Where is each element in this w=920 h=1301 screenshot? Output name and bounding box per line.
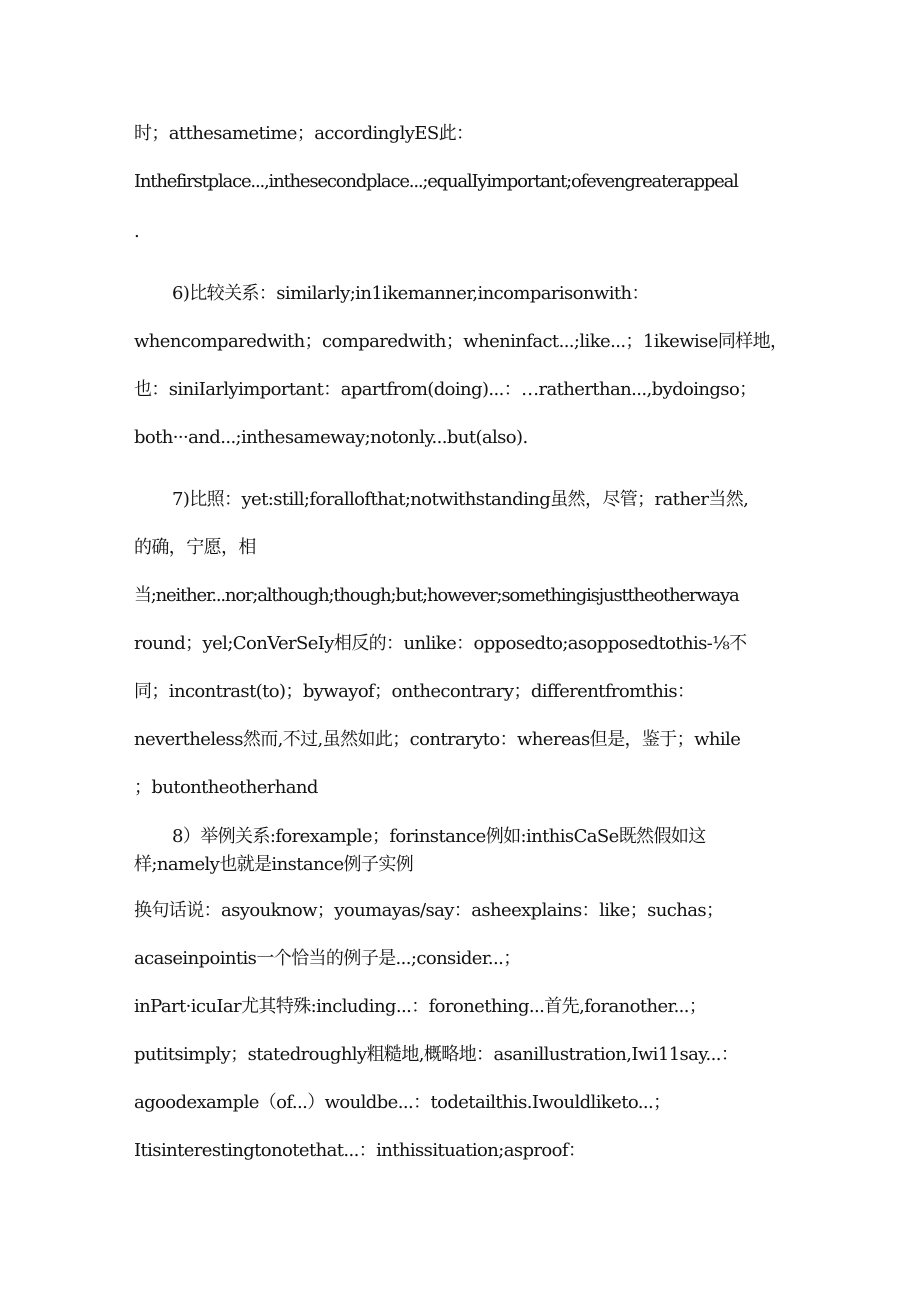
intro-line-3: . [134, 221, 140, 242]
section-8-line-6: agoodexample（of...）wouldbe...：todetailthis.Iwouldliketo...； [134, 1092, 671, 1113]
section-6-heading: 6)比较关系：similarly;in1ikemanner,incomparisonwith： [172, 283, 649, 304]
section-7-line-1: 的确，宁愿，相 [134, 537, 256, 558]
section-8-heading: 8）举例关系:forexample；forinstance例如:inthisCaSe既然假如这 [172, 826, 706, 847]
section-8-line-2: 换句话说：asyouknow；youmayas/say：asheexplains：like；suchas； [134, 900, 724, 921]
section-6-line-1: whencomparedwith；comparedwith；wheninfact...;like...；1ikewise同样地， [134, 331, 788, 352]
section-8-line-3: acaseinpointis一个恰当的例子是...;consider...； [134, 948, 521, 969]
section-7-line-6: ；butontheotherhand [134, 777, 318, 798]
intro-line-1: 时；atthesametime；accordinglyES此： [134, 123, 474, 144]
section-7-line-5: nevertheless然而,不过,虽然如此；contraryto：whereas但是，鉴于；while [134, 729, 741, 750]
section-7-line-4: 同；incontrast(to)；bywayof；onthecontrary；differentfromthis： [134, 681, 695, 702]
section-6-line-3: both···and...;inthesameway;notonly...but(also). [134, 427, 528, 448]
section-6-line-2: 也：siniIarlyimportant：apartfrom(doing)...：…ratherthan...,bydoingso； [134, 379, 757, 400]
section-7-line-2: 当;neither...nor;although;though;but;however;somethingisjusttheotherwaya [134, 585, 739, 606]
section-8-line-7: Itisinterestingtonotethat...：inthissituation;asproof： [134, 1140, 586, 1161]
section-7-heading: 7)比照：yet:still;forallofthat;notwithstanding虽然，尽管；rather当然, [172, 489, 749, 510]
intro-line-2: Inthefirstplace...,inthesecondplace...;equalIyimportant;ofevengreaterappeal [134, 171, 738, 192]
section-8-line-5: putitsimply；statedroughly粗糙地,概略地：asanillustration,Iwi11say...： [134, 1044, 739, 1065]
section-7-line-3: round；yel;ConVerSeIy相反的：unlike：opposedto;asopposedtothis-⅛不 [134, 633, 747, 654]
section-8-line-1: 样;namely也就是instance例子实例 [134, 854, 414, 875]
section-8-line-4: inPart·icuIar尤其特殊:including...：foronething...首先,foranother...； [134, 996, 707, 1017]
